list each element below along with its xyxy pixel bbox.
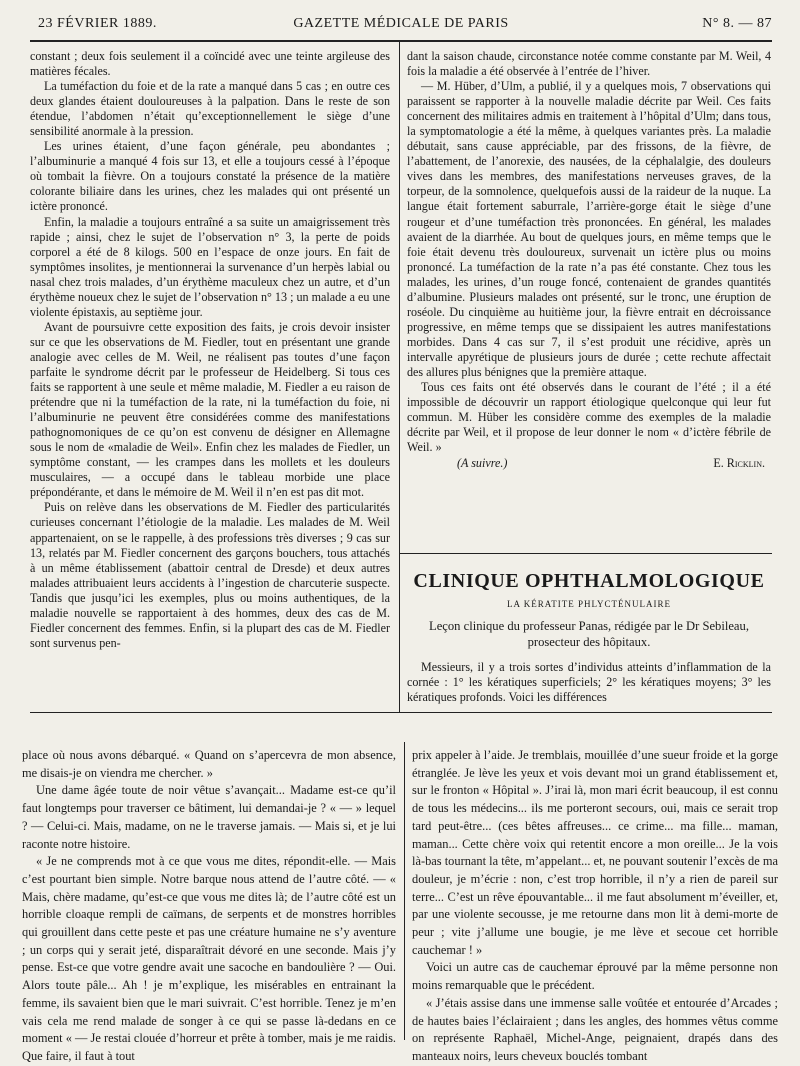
bottom-right-column	[412, 747, 778, 1066]
paragraph: « J’étais assise dans une immense salle voûtée et entourée d’Arcades ; de hautes baies l’éclairaient ; dans les angles, des hommes vêtus comme on représente Raphaël, Michel-Ange, peignaient, drapés dans des manteaux noirs, leurs cheveux bouclés tombant	[412, 995, 778, 1063]
paragraph: Voici un autre cas de cauchemar éprouvé par la même personne non moins remarquable que le précédent.	[412, 960, 778, 993]
paragraph: prix appeler à l’aide. Je tremblais, mouillée d’une sueur froide et la gorge étranglée. Je lève les yeux et vois devant moi un grand établissement et, sur le fronton « Hôpital ». J’irai là, mon mari écrit beaucoup, il est connu de tous les médecins... ils me porteront secours, oui, mais ce serait trop tard peut-être... (ces bêtes affreuses... ce crime... ma fille... maman, maman... Cette chère voix qui retentit encore a mon oreille... Je la vois là-bas tournant la tête, m’appelant... et, ne pouvant soutenir l’excès de ma douleur, je m’écrie : non, c’est trop horrible, il n’y a rien de pareil sur terre... C’est un rêve épouvantable... il me faut absolument m’éveiller, et, par une violente secousse, je me retourne dans mon lit à demi-morte de peur ; vite j’allume une bougie, je me lève et secoue cet horrible cauchemar ! »	[412, 748, 778, 957]
page-header	[30, 16, 772, 36]
author-signature: E. Ricklin.	[713, 456, 765, 471]
to-be-continued: (A suivre.)	[457, 456, 508, 471]
paragraph: Tous ces faits ont été observés dans le courant de l’été ; il a été impossible de découvrir un rapport étiologique quelconque qui leur fut commun. M. Hüber les considère comme des exemples de la maladie décrite par Weil, et il propose de leur donner le nom « d’ictère fébrile de Weil. »	[407, 380, 771, 455]
top-right-column	[407, 49, 771, 471]
paragraph: Une dame âgée toute de noir vêtue s’avançait... Madame est-ce qu’il faut longtemps pour traverser ce bâtiment, lui demandai-je ? « — » lequel ? — Celui-ci. Mais, madame, on ne le traverse jamais. — Mais si, et je lui raconte notre histoire.	[22, 783, 396, 851]
section-rule	[399, 553, 772, 554]
signature-line	[407, 456, 771, 471]
clinique-section	[407, 570, 771, 705]
issue-date: 23 FÉVRIER 1889.	[38, 16, 157, 31]
paragraph: — M. Hüber, d’Ulm, a publié, il y a quelques mois, 7 observations qui paraissent se rapporter à la nouvelle maladie décrite par Weil. Ces faits concernent des militaires admis en traitement à l’hôpital d’Ulm; dans tous, la symptomatologie a été la même, à quelques variantes près. La maladie débutait, sans cause appréciable, par des frissons, de la fièvre, de l’abattement, de l’anorexie, des nausées, de la céphalalgie, des douleurs vives dans les membres, des manifestations nerveuses graves, de la torpeur, de la somnolence, quelquefois aussi de la raideur de la nuque. La langue était fortement saburrale, l’arrière-gorge était le siège d’une rougeur et d’une tuméfaction très prononcées. En général, les malades avaient de la diarrhée. Au bout de quelques jours, en même temps que le foie était devenu très douloureux, survenait un ictère plus ou moins prononcé. La tuméfaction de la rate n’a pas été constante. Chez tous les malades, les urines, d’un rouge foncé, contenaient de grandes quantités d’albumine. Plusieurs malades ont présenté, sur le tronc, une éruption de roséole. Du cinquième au huitième jour, la fièvre entrait en décroissance progressive, en même temps que se dissipaient les autres manifestations morbides. Dans 4 cas sur 7, il s’est produit une récidive, après un intervalle apyrétique de plusieurs jours de durée ; cette rechute affectait des allures plus bénignes que la première attaque.	[407, 79, 771, 379]
paragraph: constant ; deux fois seulement il a coïncidé avec une teinte argileuse des matières fécales.	[30, 49, 390, 79]
journal-title: GAZETTE MÉDICALE DE PARIS	[293, 16, 509, 31]
paragraph: Les urines étaient, d’une façon générale, peu abondantes ; l’albuminurie a manqué 4 fois sur 13, et elle a toujours cessé à l’époque où tombait la fièvre. On a toujours constaté la présence de la matière colorante biliaire dans les urines, chez les malades qui ont présenté un ictère prononcé.	[30, 139, 390, 214]
section-title: CLINIQUE OPHTHALMOLOGIQUE	[413, 570, 765, 592]
paragraph: Messieurs, il y a trois sortes d’individus atteints d’inflammation de la cornée : 1° les kératiques superficiels; 2° les kératiques moyens; 3° les kératiques profonds. Voici les différences	[407, 660, 771, 705]
section-subtitle: LA KÉRATITE PHLYCTÉNULAIRE	[506, 599, 672, 610]
paragraph: Puis on relève dans les observations de M. Fiedler des particularités curieuses concernant l’étiologie de la maladie. Les malades de M. Weil appartenaient, on se le rappelle, à des professions très diverses ; 9 cas sur 13, relatés par M. Fiedler concernent des garçons bouchers, tous attachés à un même établissement (abattoir central de Dresde) et deux autres malades attribuaient leurs accidents à l’ingestion de charcuterie suspecte. Tandis que jusqu’ici les exemples, plus ou moins authentiques, de la maladie nouvelle se rapportaient à des hommes, deux des cas de M. Fiedler concernent des femmes. Enfin, si la plupart des cas de M. Fiedler sont survenus pen-	[30, 500, 390, 650]
lecture-byline: Leçon clinique du professeur Panas, rédigée par le Dr Sebileau, prosecteur des hôpitaux.	[429, 619, 749, 650]
paragraph: La tuméfaction du foie et de la rate a manqué dans 5 cas ; en outre ces deux glandes étaient douloureuses à la palpation. Dans le reste de son étendue, l’abdomen n’était qu’exceptionnellement le siège d’une sensibilité anormale à la pression.	[30, 79, 390, 139]
header-rule	[30, 40, 772, 42]
page-number: N° 8. — 87	[702, 16, 772, 31]
column-divider-top	[399, 42, 400, 712]
bottom-left-column	[22, 747, 396, 1066]
paragraph: dant la saison chaude, circonstance notée comme constante par M. Weil, 4 fois la maladie a été observée à l’entrée de l’hiver.	[407, 49, 771, 79]
paragraph: Avant de poursuivre cette exposition des faits, je crois devoir insister sur ce que les observations de M. Fiedler, tout en présentant une grande analogie avec celles de M. Weil, ne réalisent pas toutes d’une façon parfaite le syndrome décrit par le professeur de Heidelberg. Si tous ces faits se rapportent à une seule et même maladie, M. Fiedler a eu raison de prétendre que ni la tuméfaction de la rate, ni la tuméfaction du foie, ni l’albuminurie ne peuvent être considérées comme des manifestations pathognomoniques de ce qu’on est convenu de désigner en Allemagne sous le nom de «maladie de Weil». Enfin chez les malades de Fiedler, un symptôme constant, — les crampes dans les mollets et les douleurs musculaires, — a occupé dans le tableau morbide une place prépondérante, et dans le mémoire de M. Weil il n’en est pas dit mot.	[30, 319, 390, 500]
page-bottom-rule	[30, 712, 772, 713]
paragraph: place où nous avons débarqué. « Quand on s’apercevra de mon absence, me disais-je on viendra me chercher. »	[22, 748, 396, 780]
column-divider-bottom	[404, 742, 405, 1040]
top-left-column	[30, 49, 390, 651]
paragraph: « Je ne comprends mot à ce que vous me dites, répondit-elle. — Mais c’est pourtant bien simple. Notre barque nous attend de l’autre côté. — « Mais, chère madame, qu’est-ce que vous me dites là; de l’autre côté est un horrible cloaque rempli de caïmans, de serpents et de monstres horribles qui grouillent dans cette peste et pas une créature humaine ne s’y aventure ; un corps qui y serait jeté, disparaîtrait dévoré en une seconde. Mais j’y pense. Est-ce que votre gendre avait une sacoche en bandoulière ? — Oui. Alors toute pâle... Ah ! je m’explique, les misérables en entrainant la femme, ils savaient bien que le mari suivrait. C’est horrible. Tenez je m’en vais cela me rend malade de songer à ce qui se passe là-dedans en ce moment « — Je restai clouée d’horreur et prête à tomber, mais je me raidis. Que faire, il faut à tout	[22, 854, 396, 1063]
paragraph: Enfin, la maladie a toujours entraîné a sa suite un amaigrissement très rapide ; ainsi, chez le sujet de l’observation n° 3, la perte de poids corporel a été de 8 kilogs. 500 en l’espace de onze jours. En fait de symptômes insolites, je mentionnerai la survenance d’un herpès labial ou nasal chez trois malades, d’un érythème maculeux chez un autre, et d’un érythème noueux chez le sujet de l’observation n° 13 ; un malade a eu une violente épistaxis, au septième jour.	[30, 214, 390, 319]
